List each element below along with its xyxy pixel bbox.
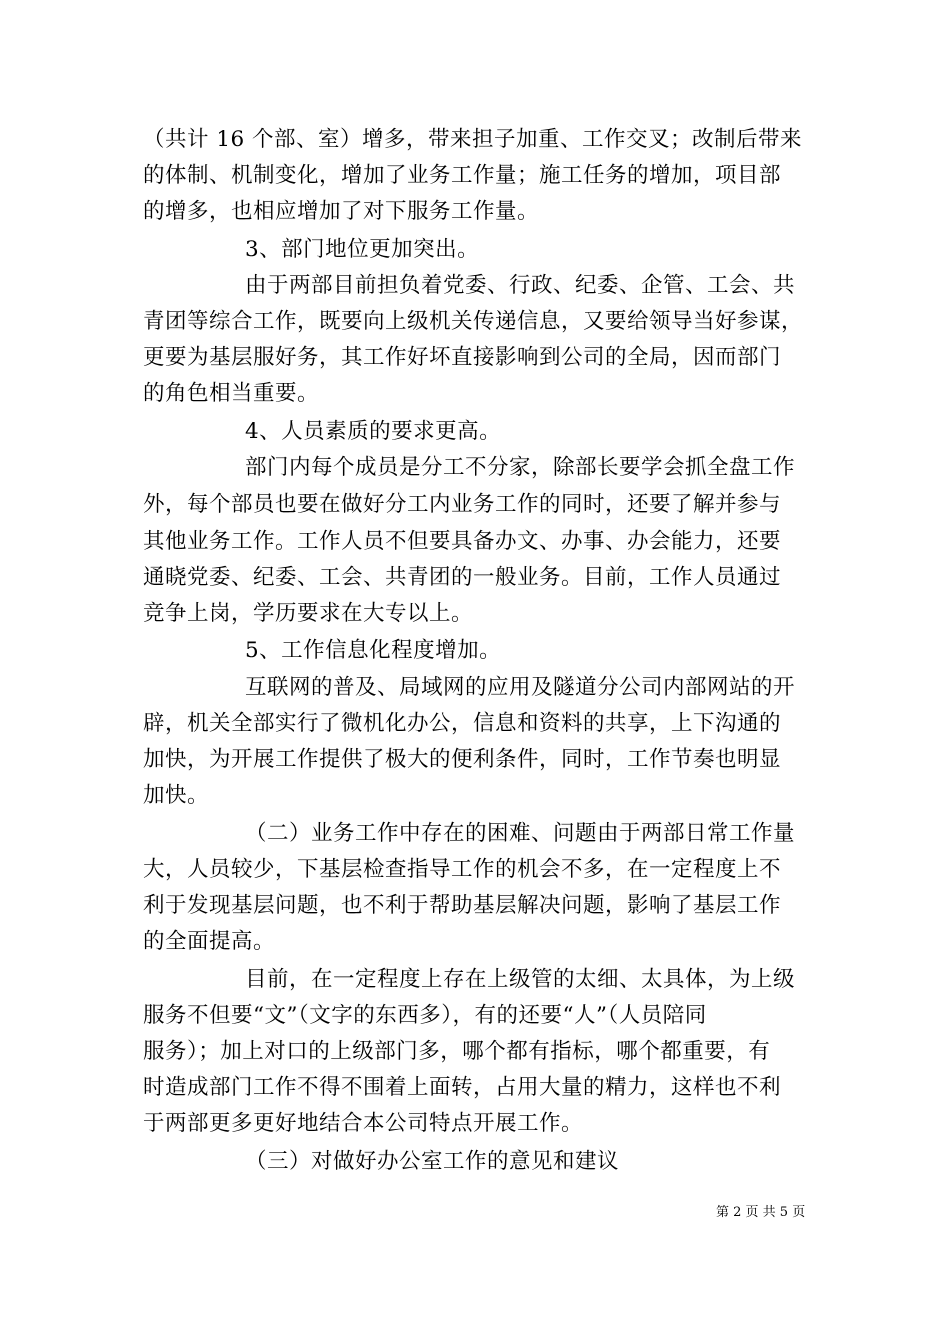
text-line: 加快。 [143,783,210,808]
text-line: 服务）；加上对口的上级部门多，哪个都有指标，哪个都重要，有 [143,1039,771,1064]
text-line: 更要为基层服好务，其工作好坏直接影响到公司的全局，因而部门 [143,345,782,370]
section-heading: 5、工作信息化程度增加。 [245,638,502,663]
text-line: 目前，在一定程度上存在上级管的太细、太具体，为上级 [245,967,796,992]
text-line: 竞争上岗，学历要求在大专以上。 [143,601,474,626]
text-line: 的体制、机制变化，增加了业务工作量；施工任务的增加，项目部 [143,163,782,188]
text-line: 通晓党委、纪委、工会、共青团的一般业务。目前，工作人员通过 [143,565,782,590]
text-line: 互联网的普及、局域网的应用及隧道分公司内部网站的开 [245,675,796,700]
text-line: 加快，为开展工作提供了极大的便利条件，同时，工作节奏也明显 [143,747,782,772]
text-line: 青团等综合工作，既要向上级机关传递信息，又要给领导当好参谋， [143,309,804,334]
text-line: 由于两部目前担负着党委、行政、纪委、企管、工会、共 [245,273,796,298]
text-line: 大，人员较少，下基层检查指导工作的机会不多，在一定程度上不 [143,857,782,882]
section-heading: 3、部门地位更加突出。 [245,237,480,262]
text-line: 时造成部门工作不得不围着上面转，占用大量的精力，这样也不利 [143,1075,782,1100]
text-line: 其他业务工作。工作人员不但要具备办文、办事、办会能力，还要 [143,529,782,554]
text-line: 外，每个部员也要在做好分工内业务工作的同时，还要了解并参与 [143,492,782,517]
text-line: 辟，机关全部实行了微机化办公，信息和资料的共享，上下沟通的 [143,711,782,736]
text-line: 的角色相当重要。 [143,381,320,406]
text-line: 服务不但要“文”（文字的东西多），有的还要“人”（人员陪同 [143,1003,707,1028]
text-line: 的全面提高。 [143,929,276,954]
page-number: 第 2 页 共 5 页 [716,1205,806,1220]
section-heading: （二）业务工作中存在的困难、问题由于两部日常工作量 [245,821,796,846]
text-line: 的增多，也相应增加了对下服务工作量。 [143,199,540,224]
text-line: 于两部更多更好地结合本公司特点开展工作。 [143,1111,584,1136]
section-heading: （三）对做好办公室工作的意见和建议 [245,1149,620,1174]
text-line: 部门内每个成员是分工不分家，除部长要学会抓全盘工作 [245,455,796,480]
text-line: （共计 16 个部、室）增多，带来担子加重、工作交叉；改制后带来 [143,127,803,152]
section-heading: 4、人员素质的要求更高。 [245,419,502,444]
text-line: 利于发现基层问题，也不利于帮助基层解决问题，影响了基层工作 [143,893,782,918]
